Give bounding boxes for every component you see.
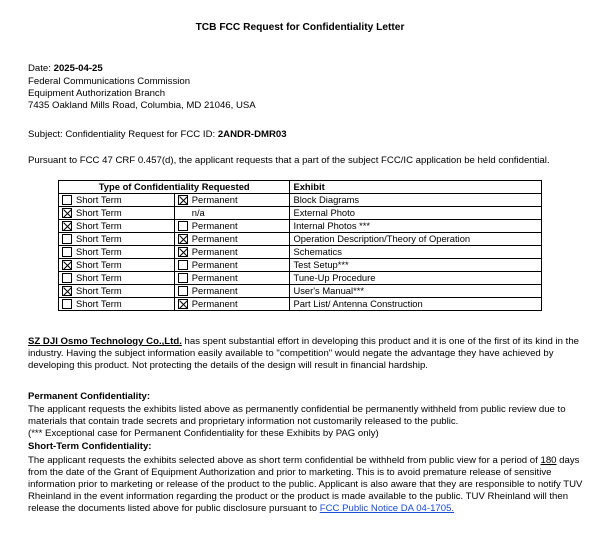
permanent-label: Permanent: [191, 220, 238, 231]
permanent-label: Permanent: [191, 272, 238, 283]
pursuant-statement: Pursuant to FCC 47 CRF 0.457(d), the applicant requests that a part of the subject FCC/IC application be held confidential.: [28, 155, 550, 166]
permanent-cell: [174, 259, 290, 272]
permanent-checkbox[interactable]: [178, 299, 188, 309]
short-term-checkbox[interactable]: [62, 195, 72, 205]
address-line: Equipment Authorization Branch: [28, 88, 166, 99]
short-term-cell: [59, 194, 175, 207]
header-exhibit: Exhibit: [290, 181, 542, 194]
permanent-checkbox[interactable]: [178, 221, 188, 231]
short-term-label: Short Term: [76, 285, 122, 296]
exhibit-cell: Schematics: [290, 246, 542, 259]
permanent-label: n/a: [191, 207, 205, 218]
date-line: [28, 63, 584, 75]
permanent-checkbox[interactable]: [178, 195, 188, 205]
permanent-cell: [174, 194, 290, 207]
permanent-label: Permanent: [191, 259, 238, 270]
short-term-checkbox[interactable]: [62, 234, 72, 244]
exhibit-cell: Operation Description/Theory of Operation: [290, 233, 542, 246]
subject-label: Subject: Confidentiality Request for FCC ID:: [28, 129, 216, 140]
permanent-label: Permanent: [191, 298, 238, 309]
table-row: [59, 272, 542, 285]
short-term-checkbox[interactable]: [62, 260, 72, 270]
short-term-text-b: days from the date of the Grant of Equipment Authorization and prior to marketing. This is to avoid premature release of sensitive information prior to marketing or release of the product to the public. Applicant is also aware that they are responsible to notify TUV Rheinland in the event information regarding the product or the product is made available to the public. TUV Rheinland will then release the documents listed above for public disclosure pursuant to: [28, 455, 583, 514]
short-term-label: Short Term: [76, 259, 122, 270]
permanent-section: [28, 404, 584, 440]
letter-title: TCB FCC Request for Confidentiality Letter: [195, 22, 405, 33]
short-term-checkbox[interactable]: [62, 273, 72, 283]
permanent-label: Permanent: [191, 194, 238, 205]
permanent-heading: Permanent Confidentiality:: [28, 391, 151, 402]
confidentiality-table: [58, 180, 542, 311]
short-term-text: [28, 455, 584, 515]
short-term-label: Short Term: [76, 246, 122, 257]
short-term-cell: [59, 220, 175, 233]
short-term-label: Short Term: [76, 207, 122, 218]
address-line: Federal Communications Commission: [28, 76, 191, 87]
table-row: [59, 220, 542, 233]
short-term-heading: Short-Term Confidentiality:: [28, 441, 152, 452]
table-body: [59, 194, 542, 311]
permanent-checkbox[interactable]: [178, 286, 188, 296]
table-row: [59, 298, 542, 311]
table-row: [59, 246, 542, 259]
permanent-checkbox[interactable]: [178, 234, 188, 244]
short-term-cell: [59, 259, 175, 272]
company-name: SZ DJI Osmo Technology Co.,Ltd.: [28, 336, 182, 347]
short-term-cell: [59, 272, 175, 285]
permanent-cell: [174, 272, 290, 285]
short-term-checkbox[interactable]: [62, 208, 72, 218]
table-header-row: [59, 181, 542, 194]
permanent-checkbox: [178, 208, 188, 218]
short-term-checkbox[interactable]: [62, 247, 72, 257]
table-row: [59, 194, 542, 207]
short-term-cell: [59, 285, 175, 298]
exhibit-cell: External Photo: [290, 207, 542, 220]
table-row: [59, 233, 542, 246]
short-term-days: 180: [540, 455, 557, 466]
short-term-label: Short Term: [76, 194, 122, 205]
short-term-text-a: The applicant requests the exhibits selected above as short term confidential be withheld from public view for a period of: [28, 455, 541, 466]
table-row: [59, 285, 542, 298]
permanent-checkbox[interactable]: [178, 260, 188, 270]
address-line: 7435 Oakland Mills Road, Columbia, MD 21046, USA: [28, 100, 256, 111]
permanent-cell: [174, 298, 290, 311]
subject-line: [28, 129, 584, 141]
short-term-checkbox[interactable]: [62, 286, 72, 296]
permanent-cell: [174, 285, 290, 298]
date-value: 2025-04-25: [53, 63, 103, 74]
header-type: Type of Confidentiality Requested: [59, 181, 290, 194]
permanent-label: Permanent: [191, 285, 238, 296]
short-term-label: Short Term: [76, 220, 122, 231]
company-statement: [28, 336, 584, 372]
permanent-note: (*** Exceptional case for Permanent Confidentiality for these Exhibits by PAG only): [28, 428, 379, 439]
short-term-label: Short Term: [76, 233, 122, 244]
short-term-label: Short Term: [76, 298, 122, 309]
short-term-cell: [59, 246, 175, 259]
short-term-cell: [59, 233, 175, 246]
exhibit-cell: Tune-Up Procedure: [290, 272, 542, 285]
company-text: has spent substantial effort in developing this product and it is one of the first of its kind in the industry. Having the subject information easily available to "competition" would negate the advantage they have achieved by developing this product. Not protecting the details of the design will result in financial hardship.: [28, 336, 580, 371]
permanent-label: Permanent: [191, 246, 238, 257]
recipient-address: [28, 76, 584, 112]
exhibit-cell: Block Diagrams: [290, 194, 542, 207]
permanent-cell: [174, 207, 290, 220]
date-label: Date:: [28, 63, 51, 74]
short-term-label: Short Term: [76, 272, 122, 283]
fcc-id: 2ANDR-DMR03: [217, 129, 287, 140]
exhibit-cell: User's Manual***: [290, 285, 542, 298]
short-term-cell: [59, 207, 175, 220]
short-term-checkbox[interactable]: [62, 299, 72, 309]
permanent-cell: [174, 220, 290, 233]
table-row: [59, 207, 542, 220]
permanent-text: The applicant requests the exhibits listed above as permanently confidential be permanently withheld from public review due to materials that contain trade secrets and proprietary information not customarily released to the public.: [28, 404, 566, 427]
permanent-checkbox[interactable]: [178, 273, 188, 283]
table-row: [59, 259, 542, 272]
exhibit-cell: Part List/ Antenna Construction: [290, 298, 542, 311]
exhibit-cell: Test Setup***: [290, 259, 542, 272]
permanent-cell: [174, 233, 290, 246]
exhibit-cell: Internal Photos ***: [290, 220, 542, 233]
fcc-public-notice-link[interactable]: FCC Public Notice DA 04-1705.: [319, 503, 455, 514]
permanent-cell: [174, 246, 290, 259]
permanent-label: Permanent: [191, 233, 238, 244]
permanent-checkbox[interactable]: [178, 247, 188, 257]
short-term-cell: [59, 298, 175, 311]
short-term-checkbox[interactable]: [62, 221, 72, 231]
